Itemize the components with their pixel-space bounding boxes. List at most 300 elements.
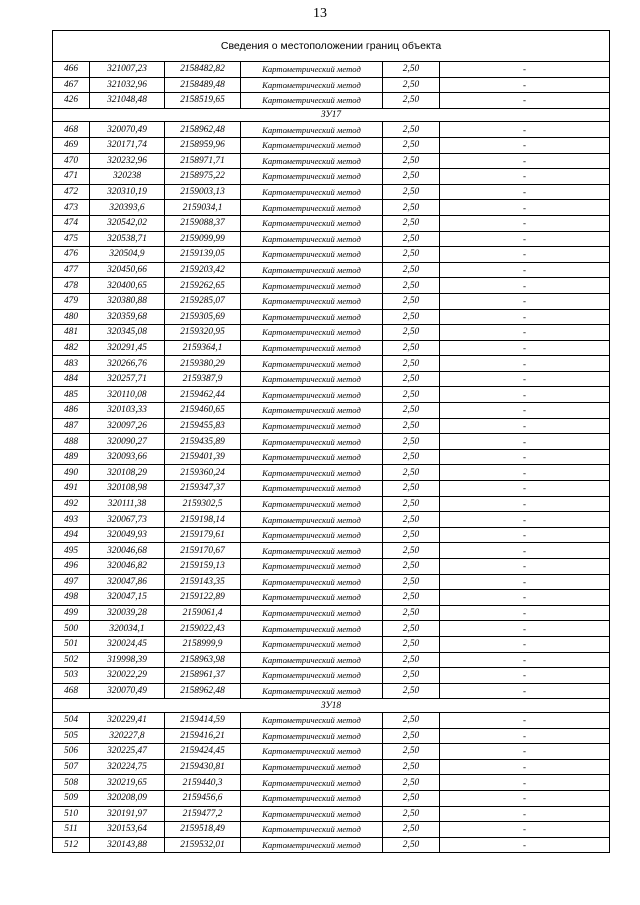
table-row xyxy=(53,668,610,684)
table-row xyxy=(53,93,610,109)
accuracy-cell: 2,50 xyxy=(383,465,440,481)
accuracy-cell: 2,50 xyxy=(383,512,440,528)
accuracy-cell: 2,50 xyxy=(383,712,440,728)
point-number-cell: 467 xyxy=(53,77,90,93)
x-coordinate-cell: 320143,88 xyxy=(90,837,165,853)
table-row xyxy=(53,605,610,621)
table-row xyxy=(53,465,610,481)
method-cell: Картометрический метод xyxy=(241,215,383,231)
point-number-cell: 485 xyxy=(53,387,90,403)
y-coordinate-cell: 2159122,89 xyxy=(165,590,241,606)
y-coordinate-cell: 2159034,1 xyxy=(165,200,241,216)
y-coordinate-cell: 2159003,13 xyxy=(165,184,241,200)
y-coordinate-cell: 2159262,65 xyxy=(165,278,241,294)
table-row xyxy=(53,652,610,668)
point-number-cell: 495 xyxy=(53,543,90,559)
note-cell: - xyxy=(440,790,610,806)
method-cell: Картометрический метод xyxy=(241,418,383,434)
point-number-cell: 488 xyxy=(53,434,90,450)
x-coordinate-cell: 320504,9 xyxy=(90,247,165,263)
y-coordinate-cell: 2159424,45 xyxy=(165,744,241,760)
method-cell: Картометрический метод xyxy=(241,481,383,497)
table-row xyxy=(53,543,610,559)
y-coordinate-cell: 2158961,37 xyxy=(165,668,241,684)
y-coordinate-cell: 2159143,35 xyxy=(165,574,241,590)
table-row xyxy=(53,293,610,309)
method-cell: Картометрический метод xyxy=(241,590,383,606)
table-row xyxy=(53,418,610,434)
method-cell: Картометрический метод xyxy=(241,153,383,169)
y-coordinate-cell: 2159364,1 xyxy=(165,340,241,356)
point-number-cell: 480 xyxy=(53,309,90,325)
point-number-cell: 479 xyxy=(53,293,90,309)
note-cell: - xyxy=(440,636,610,652)
note-cell: - xyxy=(440,668,610,684)
accuracy-cell: 2,50 xyxy=(383,636,440,652)
x-coordinate-cell: 320171,74 xyxy=(90,137,165,153)
accuracy-cell: 2,50 xyxy=(383,200,440,216)
note-cell: - xyxy=(440,231,610,247)
method-cell: Картометрический метод xyxy=(241,822,383,838)
x-coordinate-cell: 320232,96 xyxy=(90,153,165,169)
y-coordinate-cell: 2159159,13 xyxy=(165,559,241,575)
point-number-cell: 483 xyxy=(53,356,90,372)
accuracy-cell: 2,50 xyxy=(383,728,440,744)
point-number-cell: 484 xyxy=(53,371,90,387)
point-number-cell: 504 xyxy=(53,712,90,728)
method-cell: Картометрический метод xyxy=(241,527,383,543)
point-number-cell: 509 xyxy=(53,790,90,806)
x-coordinate-cell: 321032,96 xyxy=(90,77,165,93)
table-row xyxy=(53,371,610,387)
point-number-cell: 481 xyxy=(53,325,90,341)
note-cell: - xyxy=(440,340,610,356)
method-cell: Картометрический метод xyxy=(241,62,383,78)
point-number-cell: 505 xyxy=(53,728,90,744)
table-row xyxy=(53,621,610,637)
method-cell: Картометрический метод xyxy=(241,621,383,637)
accuracy-cell: 2,50 xyxy=(383,231,440,247)
method-cell: Картометрический метод xyxy=(241,496,383,512)
accuracy-cell: 2,50 xyxy=(383,387,440,403)
method-cell: Картометрический метод xyxy=(241,543,383,559)
point-number-cell: 478 xyxy=(53,278,90,294)
method-cell: Картометрический метод xyxy=(241,356,383,372)
accuracy-cell: 2,50 xyxy=(383,559,440,575)
note-cell: - xyxy=(440,822,610,838)
note-cell: - xyxy=(440,325,610,341)
y-coordinate-cell: 2159455,83 xyxy=(165,418,241,434)
x-coordinate-cell: 320380,88 xyxy=(90,293,165,309)
y-coordinate-cell: 2159477,2 xyxy=(165,806,241,822)
method-cell: Картометрический метод xyxy=(241,340,383,356)
y-coordinate-cell: 2159401,39 xyxy=(165,449,241,465)
note-cell: - xyxy=(440,590,610,606)
y-coordinate-cell: 2159170,67 xyxy=(165,543,241,559)
x-coordinate-cell: 320108,29 xyxy=(90,465,165,481)
method-cell: Картометрический метод xyxy=(241,293,383,309)
accuracy-cell: 2,50 xyxy=(383,822,440,838)
point-number-cell: 499 xyxy=(53,605,90,621)
accuracy-cell: 2,50 xyxy=(383,153,440,169)
table-row xyxy=(53,231,610,247)
method-cell: Картометрический метод xyxy=(241,837,383,853)
y-coordinate-cell: 2158962,48 xyxy=(165,122,241,138)
x-coordinate-cell: 320070,49 xyxy=(90,683,165,699)
table-row xyxy=(53,122,610,138)
point-number-cell: 501 xyxy=(53,636,90,652)
accuracy-cell: 2,50 xyxy=(383,759,440,775)
accuracy-cell: 2,50 xyxy=(383,77,440,93)
x-coordinate-cell: 320090,27 xyxy=(90,434,165,450)
method-cell: Картометрический метод xyxy=(241,683,383,699)
method-cell: Картометрический метод xyxy=(241,122,383,138)
x-coordinate-cell: 320219,65 xyxy=(90,775,165,791)
method-cell: Картометрический метод xyxy=(241,93,383,109)
x-coordinate-cell: 320097,26 xyxy=(90,418,165,434)
note-cell: - xyxy=(440,605,610,621)
note-cell: - xyxy=(440,293,610,309)
note-cell: - xyxy=(440,371,610,387)
table-row xyxy=(53,636,610,652)
accuracy-cell: 2,50 xyxy=(383,434,440,450)
method-cell: Картометрический метод xyxy=(241,512,383,528)
table-row xyxy=(53,387,610,403)
y-coordinate-cell: 2159022,43 xyxy=(165,621,241,637)
table-row xyxy=(53,806,610,822)
table-row xyxy=(53,775,610,791)
note-cell: - xyxy=(440,169,610,185)
group-header-row xyxy=(53,108,610,122)
y-coordinate-cell: 2158962,48 xyxy=(165,683,241,699)
point-number-cell: 476 xyxy=(53,247,90,263)
y-coordinate-cell: 2158489,48 xyxy=(165,77,241,93)
x-coordinate-cell: 320224,75 xyxy=(90,759,165,775)
note-cell: - xyxy=(440,309,610,325)
note-cell: - xyxy=(440,806,610,822)
point-number-cell: 512 xyxy=(53,837,90,853)
note-cell: - xyxy=(440,200,610,216)
accuracy-cell: 2,50 xyxy=(383,309,440,325)
accuracy-cell: 2,50 xyxy=(383,262,440,278)
point-number-cell: 470 xyxy=(53,153,90,169)
point-number-cell: 482 xyxy=(53,340,90,356)
point-number-cell: 492 xyxy=(53,496,90,512)
point-number-cell: 477 xyxy=(53,262,90,278)
point-number-cell: 503 xyxy=(53,668,90,684)
y-coordinate-cell: 2159518,49 xyxy=(165,822,241,838)
y-coordinate-cell: 2158971,71 xyxy=(165,153,241,169)
x-coordinate-cell: 320191,97 xyxy=(90,806,165,822)
x-coordinate-cell: 320034,1 xyxy=(90,621,165,637)
y-coordinate-cell: 2159380,29 xyxy=(165,356,241,372)
y-coordinate-cell: 2159360,24 xyxy=(165,465,241,481)
accuracy-cell: 2,50 xyxy=(383,744,440,760)
point-number-cell: 471 xyxy=(53,169,90,185)
y-coordinate-cell: 2158975,22 xyxy=(165,169,241,185)
y-coordinate-cell: 2159099,99 xyxy=(165,231,241,247)
table-title: Сведения о местоположении границ объекта xyxy=(53,31,610,62)
table-row xyxy=(53,759,610,775)
method-cell: Картометрический метод xyxy=(241,403,383,419)
y-coordinate-cell: 2159456,6 xyxy=(165,790,241,806)
method-cell: Картометрический метод xyxy=(241,200,383,216)
method-cell: Картометрический метод xyxy=(241,309,383,325)
note-cell: - xyxy=(440,403,610,419)
x-coordinate-cell: 320542,02 xyxy=(90,215,165,231)
x-coordinate-cell: 320111,38 xyxy=(90,496,165,512)
table-row xyxy=(53,403,610,419)
note-cell: - xyxy=(440,62,610,78)
method-cell: Картометрический метод xyxy=(241,806,383,822)
note-cell: - xyxy=(440,744,610,760)
x-coordinate-cell: 320266,76 xyxy=(90,356,165,372)
note-cell: - xyxy=(440,247,610,263)
table-row xyxy=(53,62,610,78)
note-cell: - xyxy=(440,712,610,728)
x-coordinate-cell: 320022,29 xyxy=(90,668,165,684)
y-coordinate-cell: 2159198,14 xyxy=(165,512,241,528)
x-coordinate-cell: 320047,15 xyxy=(90,590,165,606)
x-coordinate-cell: 320400,65 xyxy=(90,278,165,294)
y-coordinate-cell: 2159305,69 xyxy=(165,309,241,325)
accuracy-cell: 2,50 xyxy=(383,122,440,138)
table-row xyxy=(53,574,610,590)
x-coordinate-cell: 320538,71 xyxy=(90,231,165,247)
note-cell: - xyxy=(440,775,610,791)
x-coordinate-cell: 320310,19 xyxy=(90,184,165,200)
x-coordinate-cell: 319998,39 xyxy=(90,652,165,668)
note-cell: - xyxy=(440,465,610,481)
note-cell: - xyxy=(440,137,610,153)
y-coordinate-cell: 2158959,96 xyxy=(165,137,241,153)
y-coordinate-cell: 2158519,65 xyxy=(165,93,241,109)
method-cell: Картометрический метод xyxy=(241,278,383,294)
note-cell: - xyxy=(440,683,610,699)
point-number-cell: 473 xyxy=(53,200,90,216)
point-number-cell: 472 xyxy=(53,184,90,200)
group-header-row xyxy=(53,699,610,713)
x-coordinate-cell: 320046,82 xyxy=(90,559,165,575)
table-row xyxy=(53,356,610,372)
accuracy-cell: 2,50 xyxy=(383,837,440,853)
accuracy-cell: 2,50 xyxy=(383,137,440,153)
accuracy-cell: 2,50 xyxy=(383,543,440,559)
y-coordinate-cell: 2159061,4 xyxy=(165,605,241,621)
table-row xyxy=(53,278,610,294)
note-cell: - xyxy=(440,184,610,200)
y-coordinate-cell: 2159139,05 xyxy=(165,247,241,263)
table-row xyxy=(53,137,610,153)
accuracy-cell: 2,50 xyxy=(383,496,440,512)
point-number-cell: 498 xyxy=(53,590,90,606)
y-coordinate-cell: 2159532,01 xyxy=(165,837,241,853)
group-label: ЗУ17 xyxy=(53,108,610,122)
y-coordinate-cell: 2159347,37 xyxy=(165,481,241,497)
point-number-cell: 506 xyxy=(53,744,90,760)
note-cell: - xyxy=(440,559,610,575)
point-number-cell: 469 xyxy=(53,137,90,153)
method-cell: Картометрический метод xyxy=(241,728,383,744)
x-coordinate-cell: 320047,86 xyxy=(90,574,165,590)
table-row xyxy=(53,449,610,465)
accuracy-cell: 2,50 xyxy=(383,790,440,806)
x-coordinate-cell: 320046,68 xyxy=(90,543,165,559)
accuracy-cell: 2,50 xyxy=(383,62,440,78)
x-coordinate-cell: 320110,08 xyxy=(90,387,165,403)
x-coordinate-cell: 320227,8 xyxy=(90,728,165,744)
y-coordinate-cell: 2159088,37 xyxy=(165,215,241,231)
table-row xyxy=(53,712,610,728)
table-row xyxy=(53,481,610,497)
point-number-cell: 493 xyxy=(53,512,90,528)
method-cell: Картометрический метод xyxy=(241,775,383,791)
accuracy-cell: 2,50 xyxy=(383,775,440,791)
point-number-cell: 494 xyxy=(53,527,90,543)
table-row xyxy=(53,77,610,93)
note-cell: - xyxy=(440,481,610,497)
note-cell: - xyxy=(440,574,610,590)
point-number-cell: 474 xyxy=(53,215,90,231)
y-coordinate-cell: 2159416,21 xyxy=(165,728,241,744)
method-cell: Картометрический метод xyxy=(241,137,383,153)
y-coordinate-cell: 2158963,98 xyxy=(165,652,241,668)
note-cell: - xyxy=(440,387,610,403)
table-row xyxy=(53,200,610,216)
method-cell: Картометрический метод xyxy=(241,184,383,200)
x-coordinate-cell: 321007,23 xyxy=(90,62,165,78)
method-cell: Картометрический метод xyxy=(241,605,383,621)
point-number-cell: 497 xyxy=(53,574,90,590)
x-coordinate-cell: 320359,68 xyxy=(90,309,165,325)
accuracy-cell: 2,50 xyxy=(383,418,440,434)
note-cell: - xyxy=(440,543,610,559)
x-coordinate-cell: 320208,09 xyxy=(90,790,165,806)
method-cell: Картометрический метод xyxy=(241,77,383,93)
note-cell: - xyxy=(440,837,610,853)
point-number-cell: 475 xyxy=(53,231,90,247)
point-number-cell: 487 xyxy=(53,418,90,434)
y-coordinate-cell: 2159285,07 xyxy=(165,293,241,309)
note-cell: - xyxy=(440,215,610,231)
table-row xyxy=(53,683,610,699)
x-coordinate-cell: 320450,66 xyxy=(90,262,165,278)
table-row xyxy=(53,590,610,606)
point-number-cell: 500 xyxy=(53,621,90,637)
accuracy-cell: 2,50 xyxy=(383,247,440,263)
x-coordinate-cell: 320225,47 xyxy=(90,744,165,760)
point-number-cell: 489 xyxy=(53,449,90,465)
accuracy-cell: 2,50 xyxy=(383,527,440,543)
y-coordinate-cell: 2158999,9 xyxy=(165,636,241,652)
method-cell: Картометрический метод xyxy=(241,247,383,263)
note-cell: - xyxy=(440,496,610,512)
table-row xyxy=(53,822,610,838)
accuracy-cell: 2,50 xyxy=(383,574,440,590)
accuracy-cell: 2,50 xyxy=(383,449,440,465)
accuracy-cell: 2,50 xyxy=(383,668,440,684)
table-row xyxy=(53,837,610,853)
method-cell: Картометрический метод xyxy=(241,744,383,760)
accuracy-cell: 2,50 xyxy=(383,356,440,372)
method-cell: Картометрический метод xyxy=(241,559,383,575)
method-cell: Картометрический метод xyxy=(241,434,383,450)
x-coordinate-cell: 320070,49 xyxy=(90,122,165,138)
x-coordinate-cell: 320039,28 xyxy=(90,605,165,621)
table-row xyxy=(53,496,610,512)
point-number-cell: 466 xyxy=(53,62,90,78)
table-row xyxy=(53,512,610,528)
x-coordinate-cell: 320238 xyxy=(90,169,165,185)
y-coordinate-cell: 2159203,42 xyxy=(165,262,241,278)
note-cell: - xyxy=(440,527,610,543)
point-number-cell: 491 xyxy=(53,481,90,497)
y-coordinate-cell: 2159460,65 xyxy=(165,403,241,419)
point-number-cell: 511 xyxy=(53,822,90,838)
x-coordinate-cell: 320108,98 xyxy=(90,481,165,497)
method-cell: Картометрический метод xyxy=(241,668,383,684)
y-coordinate-cell: 2159430,81 xyxy=(165,759,241,775)
table-row xyxy=(53,169,610,185)
table-row xyxy=(53,527,610,543)
table-row xyxy=(53,247,610,263)
note-cell: - xyxy=(440,728,610,744)
y-coordinate-cell: 2159414,59 xyxy=(165,712,241,728)
note-cell: - xyxy=(440,77,610,93)
method-cell: Картометрический метод xyxy=(241,325,383,341)
note-cell: - xyxy=(440,652,610,668)
table-row xyxy=(53,325,610,341)
table-row xyxy=(53,153,610,169)
note-cell: - xyxy=(440,122,610,138)
table-row xyxy=(53,215,610,231)
x-coordinate-cell: 320049,93 xyxy=(90,527,165,543)
method-cell: Картометрический метод xyxy=(241,652,383,668)
y-coordinate-cell: 2159320,95 xyxy=(165,325,241,341)
note-cell: - xyxy=(440,621,610,637)
accuracy-cell: 2,50 xyxy=(383,169,440,185)
accuracy-cell: 2,50 xyxy=(383,293,440,309)
table-row xyxy=(53,262,610,278)
accuracy-cell: 2,50 xyxy=(383,806,440,822)
accuracy-cell: 2,50 xyxy=(383,590,440,606)
method-cell: Картометрический метод xyxy=(241,231,383,247)
y-coordinate-cell: 2159462,44 xyxy=(165,387,241,403)
table-row xyxy=(53,340,610,356)
table-row xyxy=(53,559,610,575)
point-number-cell: 490 xyxy=(53,465,90,481)
point-number-cell: 426 xyxy=(53,93,90,109)
x-coordinate-cell: 320153,64 xyxy=(90,822,165,838)
accuracy-cell: 2,50 xyxy=(383,621,440,637)
method-cell: Картометрический метод xyxy=(241,790,383,806)
accuracy-cell: 2,50 xyxy=(383,340,440,356)
table-row xyxy=(53,434,610,450)
point-number-cell: 510 xyxy=(53,806,90,822)
accuracy-cell: 2,50 xyxy=(383,184,440,200)
x-coordinate-cell: 320024,45 xyxy=(90,636,165,652)
method-cell: Картометрический метод xyxy=(241,465,383,481)
note-cell: - xyxy=(440,418,610,434)
table-row xyxy=(53,728,610,744)
x-coordinate-cell: 320103,33 xyxy=(90,403,165,419)
x-coordinate-cell: 320291,45 xyxy=(90,340,165,356)
accuracy-cell: 2,50 xyxy=(383,652,440,668)
boundary-coordinates-table xyxy=(52,30,610,853)
method-cell: Картометрический метод xyxy=(241,759,383,775)
table-header-row xyxy=(53,31,610,62)
accuracy-cell: 2,50 xyxy=(383,215,440,231)
